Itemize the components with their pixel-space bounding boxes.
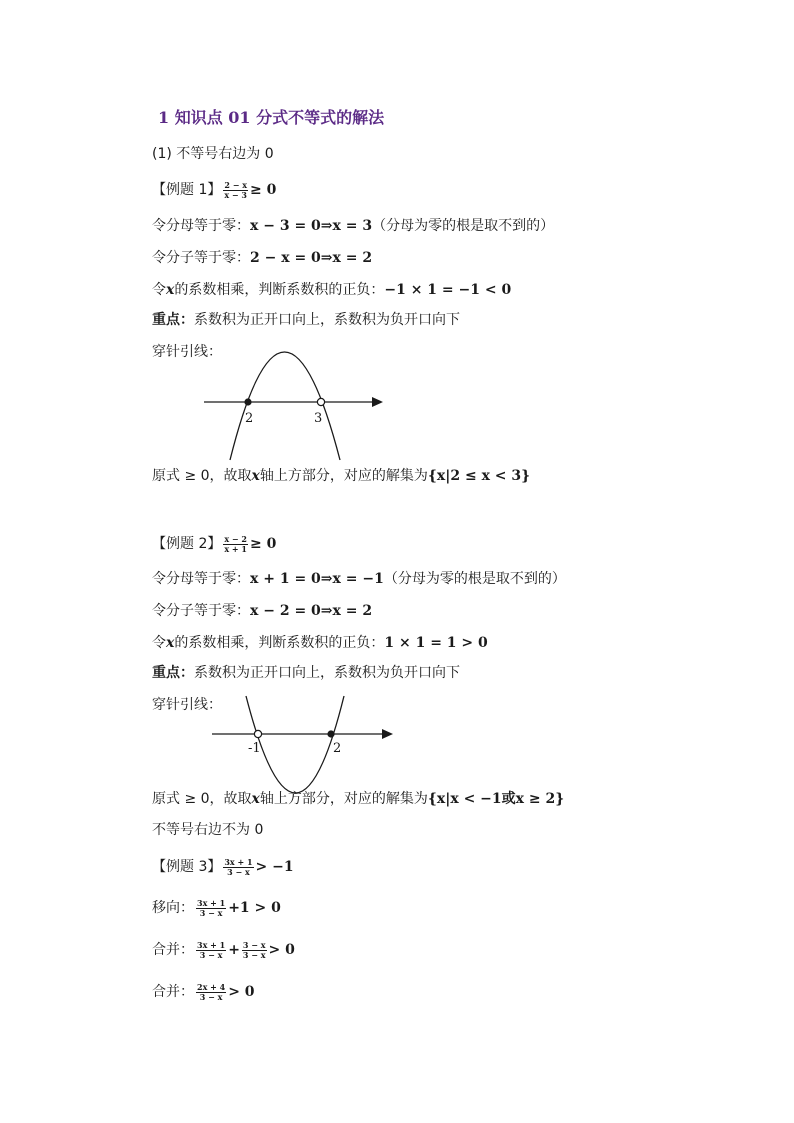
solution-set: {x|2 ≤ x < 3} (427, 468, 531, 484)
fraction-numerator: 3 − x (242, 939, 266, 950)
closed-point (327, 730, 334, 737)
root-label: 3 (314, 411, 323, 426)
variable: x (166, 635, 175, 651)
root-label: 2 (333, 741, 342, 756)
example3-move-step (152, 898, 281, 918)
fraction-numerator: x − 2 (224, 533, 247, 544)
example3-relation: > −1 (255, 859, 294, 875)
parabola-curve (246, 696, 344, 793)
step-math: 2 − x = 0⇒x = 2 (250, 250, 373, 266)
step-math: −1 × 1 = −1 < 0 (384, 282, 512, 298)
case2-heading: 不等号右边不为 0 (152, 822, 264, 838)
example2-thread-label: 穿针引线： (152, 697, 222, 713)
step-math: x − 2 = 0⇒x = 2 (250, 603, 373, 619)
fraction-denominator: 3 − x (199, 907, 223, 918)
solution-set: {x|x < −1或x ≥ 2} (427, 791, 565, 807)
final-fraction (196, 983, 226, 1002)
step-label: 令分母等于零： (152, 218, 250, 234)
step-label: 移向： (152, 900, 194, 916)
example1-relation: ≥ 0 (249, 182, 277, 198)
parabola-curve (230, 352, 340, 460)
open-point (317, 398, 324, 405)
example3-merge-step2 (152, 982, 255, 1002)
example1-step3 (152, 280, 511, 300)
fraction-denominator: 3 − x (227, 866, 250, 877)
fraction-numerator: 3x + 1 (197, 939, 226, 950)
merge-fraction-2 (242, 941, 267, 960)
root-label: 2 (245, 411, 254, 426)
fraction-numerator: 2 − x (224, 179, 247, 190)
result-text: 轴上方部分，对应的解集为 (259, 791, 428, 807)
fraction-denominator: 3 − x (199, 991, 223, 1002)
step-math: +1 > 0 (228, 900, 281, 916)
example1-key-point (152, 310, 460, 330)
example2-key-point (152, 663, 460, 683)
example1-fraction (223, 181, 248, 200)
fraction-denominator: 3 − x (242, 949, 266, 960)
step-label: 令 (152, 282, 166, 298)
step-label: 的系数相乘，判断系数积的正负： (174, 635, 385, 651)
example2-step3 (152, 633, 488, 653)
step-note: （分母为零的根是取不到的） (383, 571, 566, 587)
closed-point (244, 398, 251, 405)
example2-relation: ≥ 0 (249, 536, 277, 552)
example1-step2 (152, 248, 372, 268)
step-label: 令 (152, 635, 166, 651)
step-label: 合并： (152, 984, 194, 1000)
move-fraction (196, 899, 226, 918)
fraction-numerator: 3x + 1 (224, 856, 253, 867)
fraction-numerator: 3x + 1 (197, 897, 226, 908)
key-label: 重点： (152, 665, 194, 681)
step-label: 令分子等于零： (152, 603, 250, 619)
root-label: -1 (248, 741, 261, 756)
example1-step1 (152, 216, 554, 236)
step-math: x + 1 = 0⇒x = −1 (250, 571, 384, 587)
fraction-denominator: x − 3 (224, 189, 247, 200)
example3-label: 【例题 3】 (152, 859, 222, 875)
example1-statement (152, 180, 276, 200)
step-math: x − 3 = 0⇒x = 3 (250, 218, 373, 234)
example1-label: 【例题 1】 (152, 182, 222, 198)
arrow-icon (372, 397, 383, 407)
key-text: 系数积为正开口向上，系数积为负开口向下 (194, 312, 460, 328)
example1-sign-chart (200, 338, 390, 466)
result-text: 原式 ≥ 0，故取 (152, 791, 252, 807)
open-point (254, 730, 261, 737)
example3-statement (152, 857, 294, 877)
example1-result (152, 466, 530, 486)
step-label: 令分母等于零： (152, 571, 250, 587)
arrow-icon (382, 729, 393, 739)
variable: x (251, 468, 260, 484)
step-math: > 0 (268, 942, 295, 958)
case1-heading: (1) 不等号右边为 0 (152, 146, 274, 162)
step-label: 令分子等于零： (152, 250, 250, 266)
fraction-denominator: x + 1 (224, 543, 247, 554)
merge-fraction-1 (196, 941, 226, 960)
example2-fraction (223, 535, 248, 554)
example1-thread-label: 穿针引线： (152, 344, 222, 360)
section-title: 1 知识点 01 分式不等式的解法 (158, 108, 385, 127)
step-math: 1 × 1 = 1 > 0 (384, 635, 488, 651)
example2-statement (152, 534, 276, 554)
example2-step2 (152, 601, 372, 621)
example3-fraction (223, 858, 253, 877)
fraction-denominator: 3 − x (199, 949, 223, 960)
example2-sign-chart (208, 694, 398, 798)
example2-label: 【例题 2】 (152, 536, 222, 552)
example3-merge-step1: 合并： $\frac{3x + 1}{3 - x}$ + $\frac{3 - x}{3 - x}$ > 0 (152, 939, 295, 960)
example2-result (152, 789, 564, 809)
step-label: 合并： (152, 942, 194, 958)
key-label: 重点： (152, 312, 194, 328)
variable: x (166, 282, 175, 298)
result-text: 原式 ≥ 0，故取 (152, 468, 252, 484)
variable: x (251, 791, 260, 807)
step-note: （分母为零的根是取不到的） (372, 218, 555, 234)
result-text: 轴上方部分，对应的解集为 (259, 468, 428, 484)
fraction-numerator: 2x + 4 (197, 981, 226, 992)
step-math: > 0 (228, 984, 255, 1000)
key-text: 系数积为正开口向上，系数积为负开口向下 (194, 665, 460, 681)
example2-step1 (152, 569, 566, 589)
step-label: 的系数相乘，判断系数积的正负： (174, 282, 385, 298)
